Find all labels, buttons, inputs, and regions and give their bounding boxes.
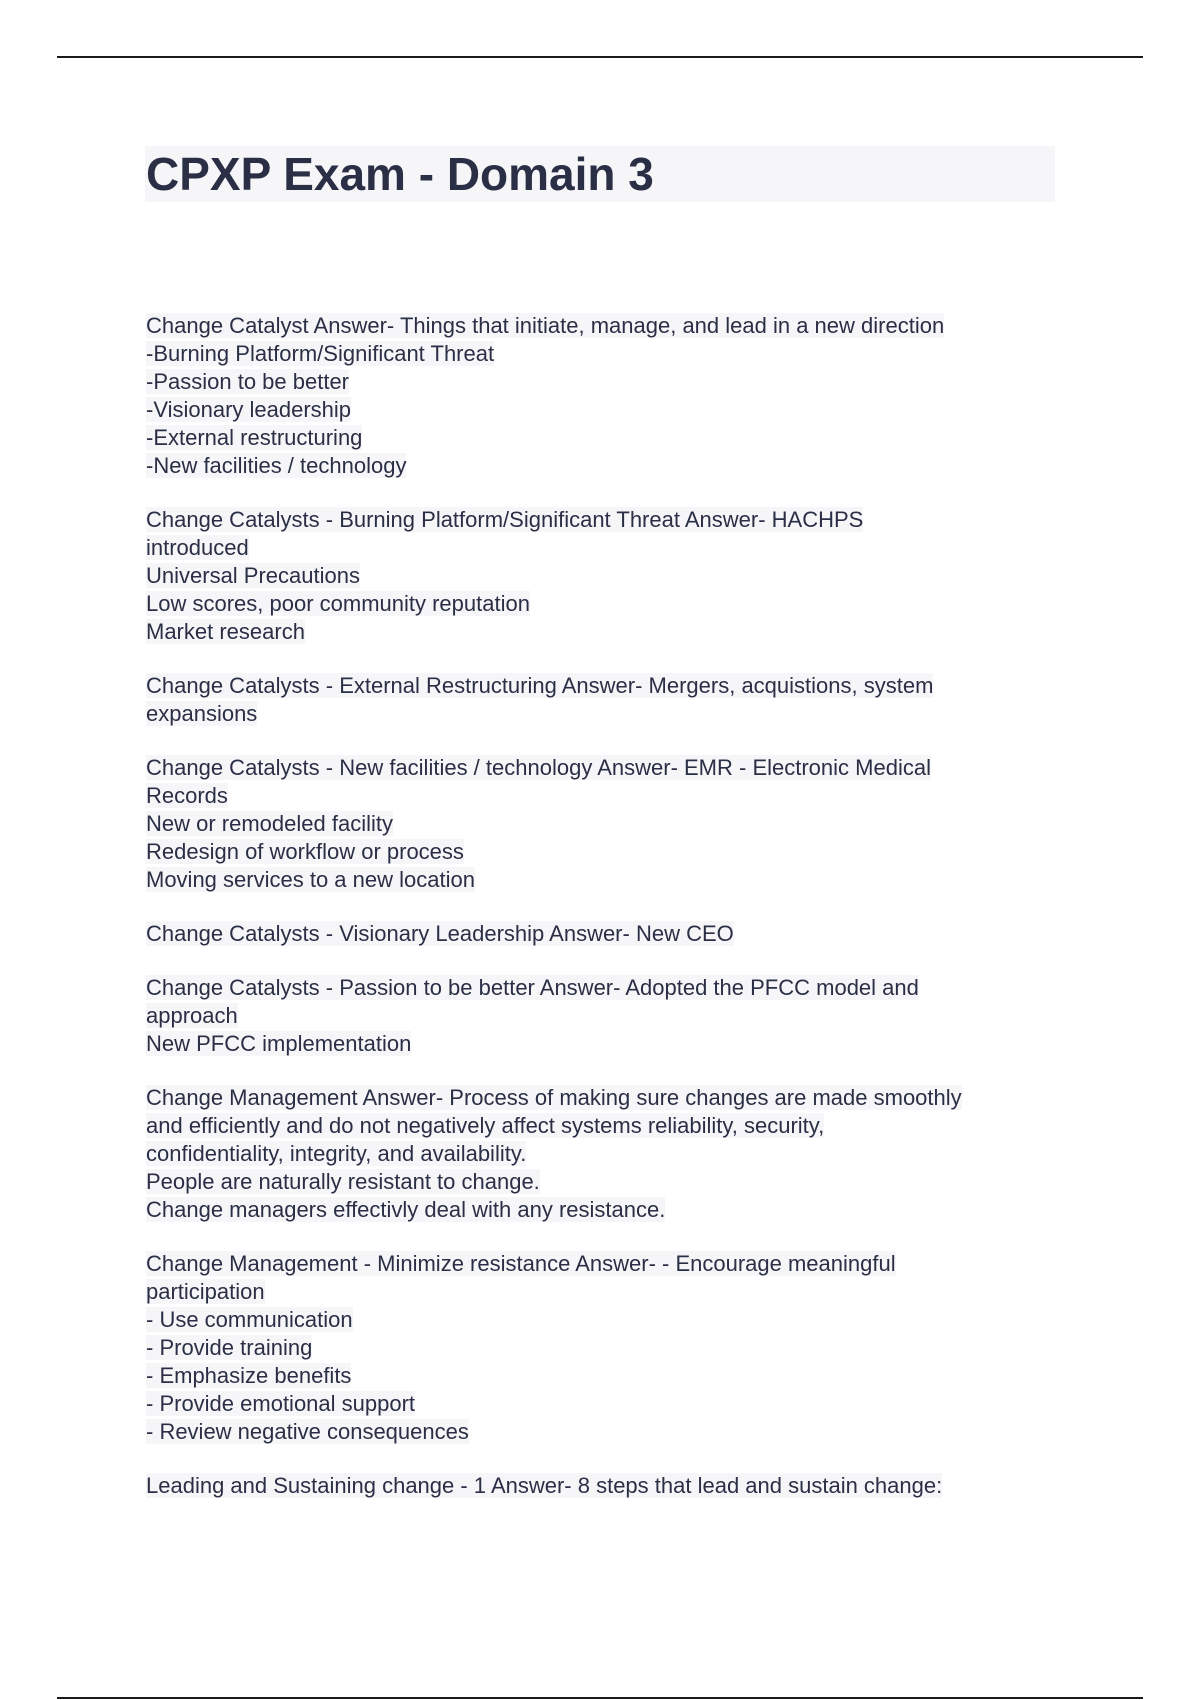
entry-line: Moving services to a new location (146, 867, 475, 892)
flashcard-entry (146, 1084, 1066, 1224)
entry-line: -External restructuring (146, 425, 363, 450)
flashcard-entry (146, 312, 1066, 480)
entry-line: Change Catalysts - Burning Platform/Significant Threat Answer- HACHPS (146, 507, 864, 532)
entry-line: Records (146, 783, 228, 808)
entry-line: participation (146, 1279, 265, 1304)
flashcard-entry (146, 754, 1066, 894)
entry-line: Change Catalyst Answer- Things that initiate, manage, and lead in a new direction (146, 313, 945, 338)
entry-line: - Provide emotional support (146, 1391, 416, 1416)
entry-line: - Use communication (146, 1307, 353, 1332)
entry-line: People are naturally resistant to change. (146, 1169, 540, 1194)
entry-line: Change Catalysts - Passion to be better Answer- Adopted the PFCC model and (146, 975, 919, 1000)
entry-line: -New facilities / technology (146, 453, 407, 478)
entry-line: - Emphasize benefits (146, 1363, 352, 1388)
entry-line: -Passion to be better (146, 369, 350, 394)
flashcard-entry (146, 1472, 1066, 1500)
entry-line: New PFCC implementation (146, 1031, 412, 1056)
entry-line: Change Catalysts - New facilities / technology Answer- EMR - Electronic Medical (146, 755, 931, 780)
footer-rule (57, 1697, 1143, 1699)
entry-line: - Review negative consequences (146, 1419, 469, 1444)
entry-line: Change managers effectivly deal with any resistance. (146, 1197, 666, 1222)
entry-line: Change Catalysts - Visionary Leadership Answer- New CEO (146, 921, 734, 946)
entry-line: Change Catalysts - External Restructuring Answer- Mergers, acquistions, system (146, 673, 934, 698)
page-title: CPXP Exam - Domain 3 (146, 148, 654, 200)
entry-line: Change Management Answer- Process of making sure changes are made smoothly (146, 1085, 962, 1110)
entry-line: Redesign of workflow or process (146, 839, 464, 864)
entry-line: introduced (146, 535, 249, 560)
header-rule (57, 56, 1143, 58)
entry-line: -Burning Platform/Significant Threat (146, 341, 495, 366)
flashcard-entry (146, 974, 1066, 1058)
flashcard-list (146, 312, 1066, 1526)
entry-line: Market research (146, 619, 305, 644)
entry-line: Universal Precautions (146, 563, 360, 588)
entry-line: Low scores, poor community reputation (146, 591, 530, 616)
entry-line: Leading and Sustaining change - 1 Answer- 8 steps that lead and sustain change: (146, 1473, 943, 1498)
entry-line: approach (146, 1003, 238, 1028)
flashcard-entry (146, 1250, 1066, 1446)
entry-line: Change Management - Minimize resistance Answer- - Encourage meaningful (146, 1251, 896, 1276)
flashcard-entry (146, 672, 1066, 728)
entry-line: confidentiality, integrity, and availability. (146, 1141, 527, 1166)
entry-line: - Provide training (146, 1335, 313, 1360)
entry-line: expansions (146, 701, 258, 726)
flashcard-entry (146, 920, 1066, 948)
entry-line: New or remodeled facility (146, 811, 393, 836)
flashcard-entry (146, 506, 1066, 646)
entry-line: and efficiently and do not negatively affect systems reliability, security, (146, 1113, 825, 1138)
entry-line: -Visionary leadership (146, 397, 352, 422)
